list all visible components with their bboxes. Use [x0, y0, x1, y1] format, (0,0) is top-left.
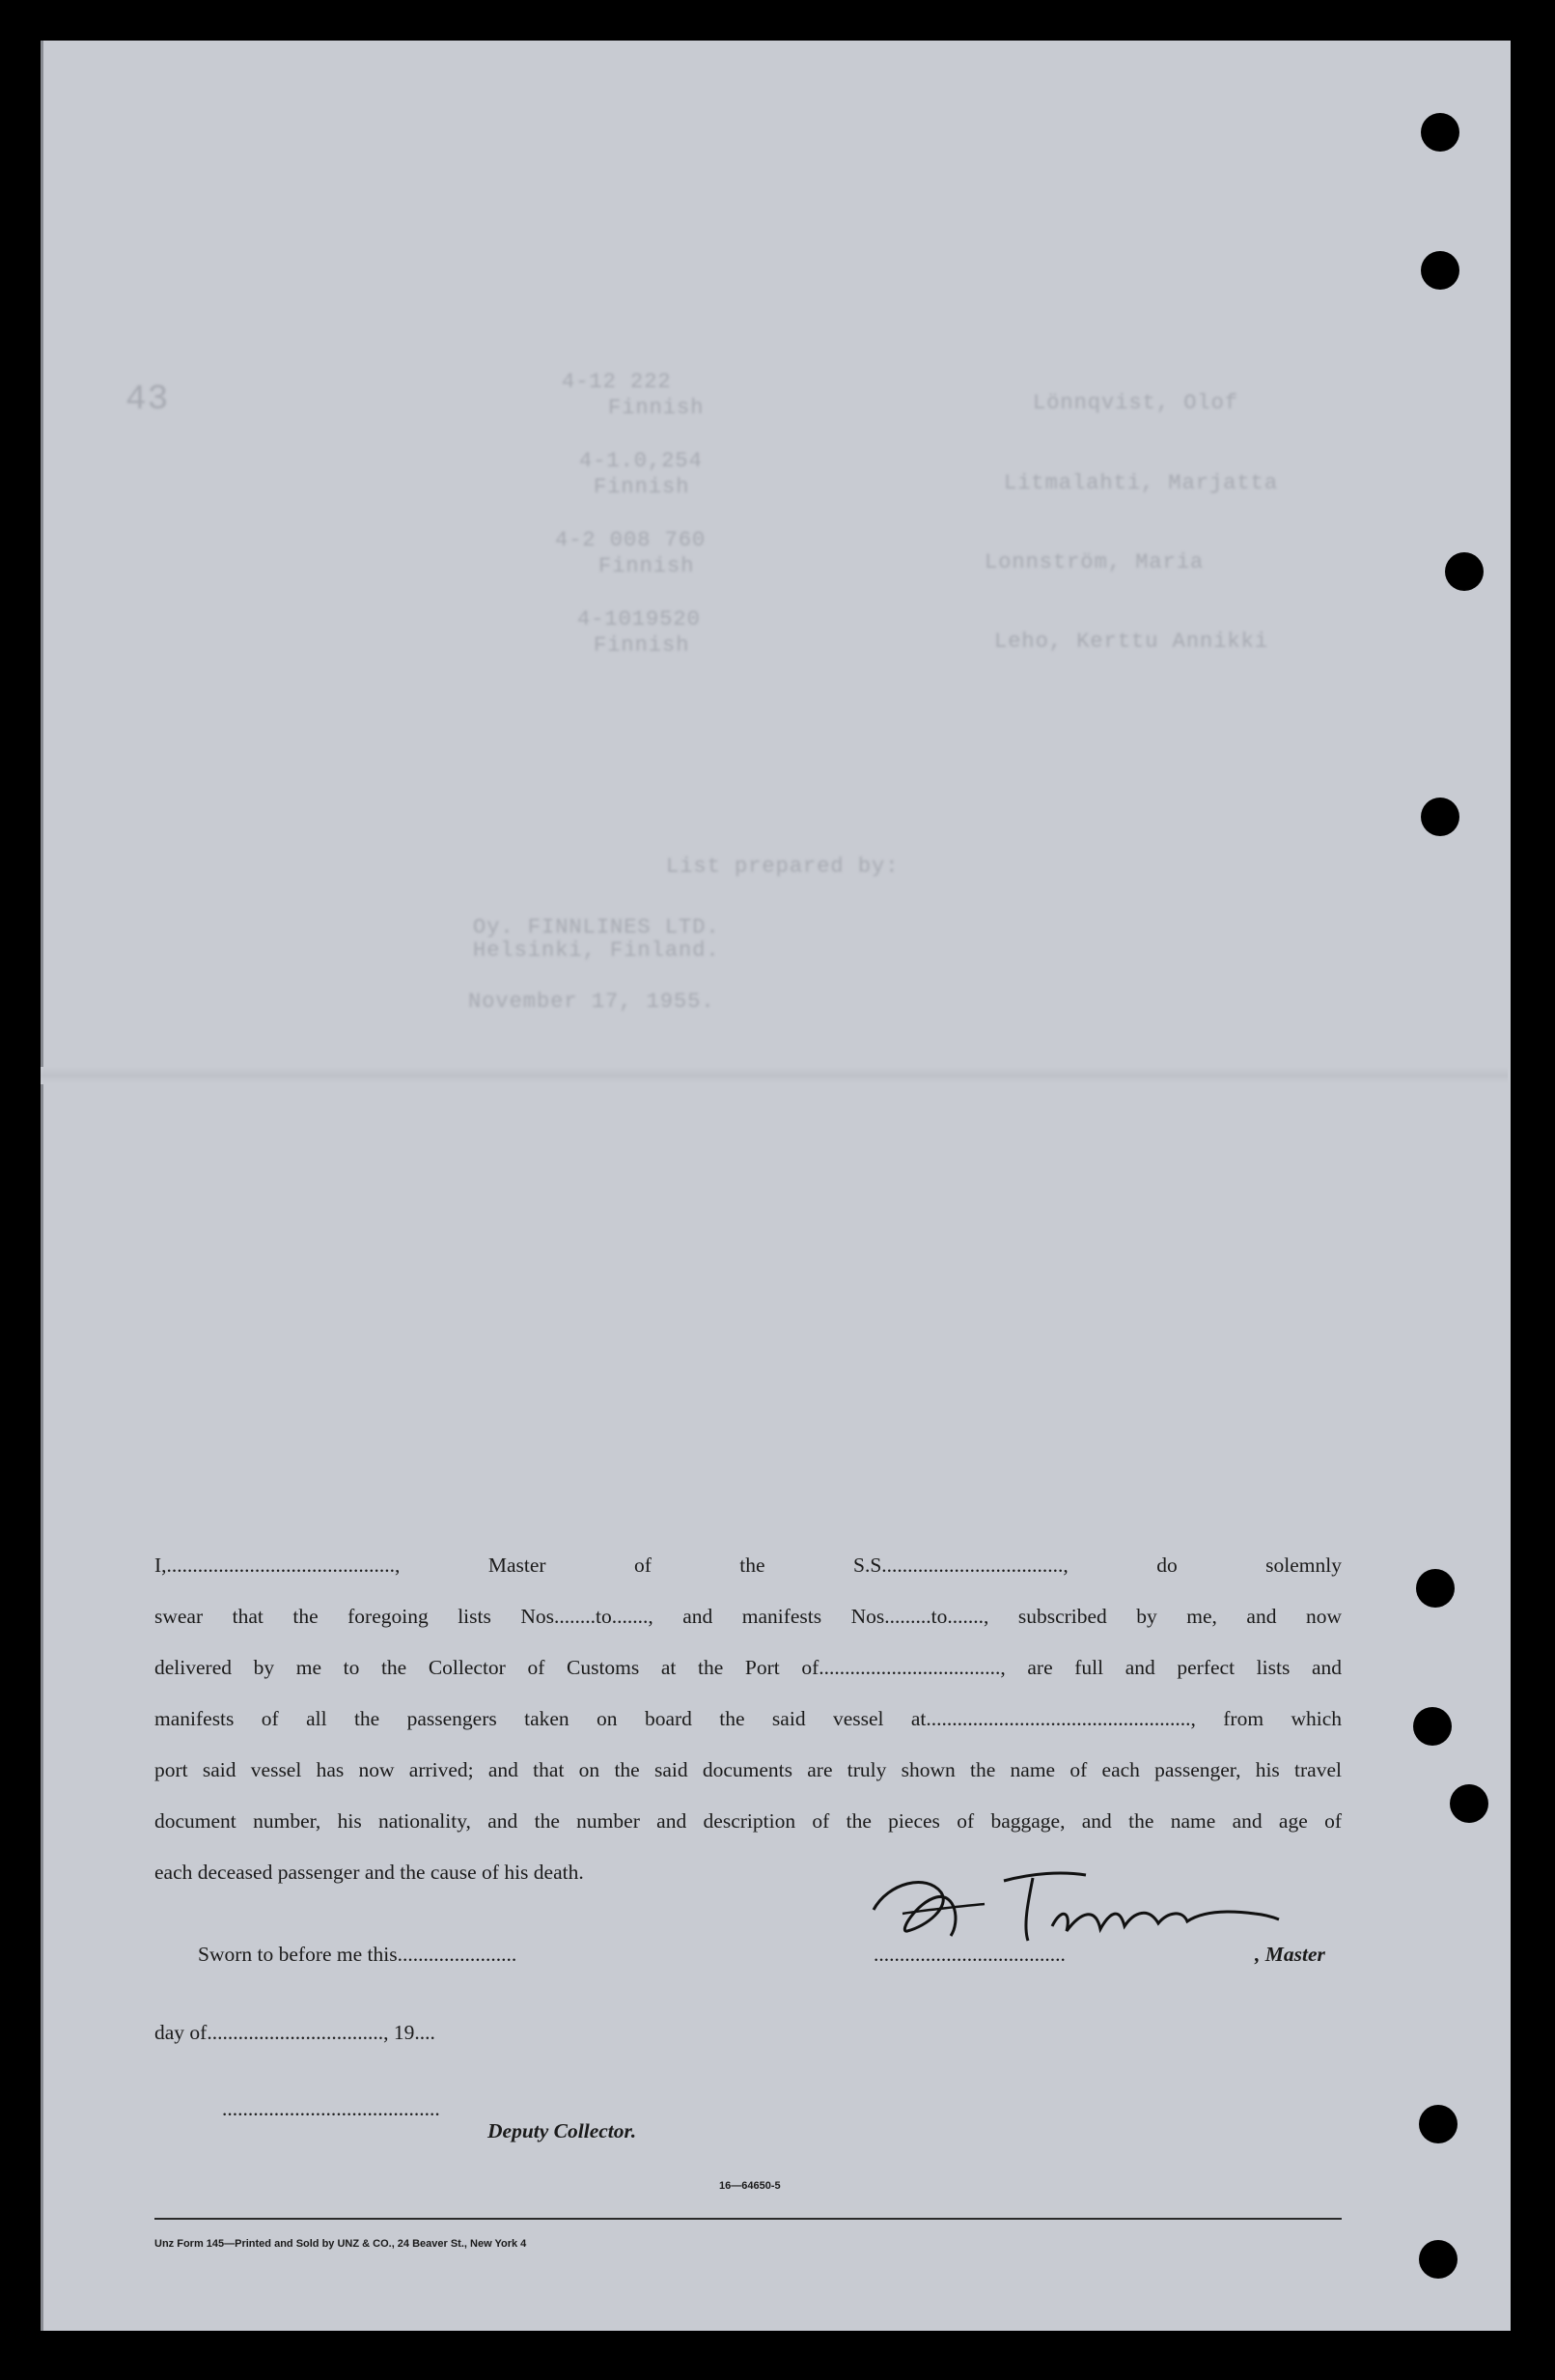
oath-line: swear that the foregoing lists Nos........to......., and manifests Nos.........to......., subscribed by me, and now — [154, 1605, 1342, 1628]
oath-line: I,............................................, Master of the S.S..................................., do solemnly — [154, 1554, 1342, 1577]
oath-statement — [154, 1540, 1342, 1898]
document-page — [41, 41, 1511, 2331]
punch-hole — [1450, 1784, 1488, 1823]
punch-hole — [1421, 798, 1459, 836]
punch-hole — [1413, 1707, 1452, 1746]
punch-hole — [1416, 1569, 1455, 1608]
punch-hole — [1419, 2240, 1458, 2279]
printer-footer: Unz Form 145—Printed and Sold by UNZ & CO., 24 Beaver St., New York 4 — [154, 2238, 527, 2250]
oath-line: manifests of all the passengers taken on board the said vessel at..................................................., from which — [154, 1707, 1342, 1730]
paper-fold — [41, 1067, 1508, 1084]
master-dots: ..................................... — [874, 1943, 1066, 1966]
deputy-collector-label: Deputy Collector. — [487, 2119, 637, 2142]
oath-line: each deceased passenger and the cause of his death. — [154, 1861, 584, 1884]
punch-hole — [1445, 552, 1484, 591]
master-signature — [869, 1854, 1293, 1960]
footer-rule — [154, 2218, 1342, 2220]
oath-line: document number, his nationality, and the number and description of the pieces of baggage, and the name and age of — [154, 1809, 1342, 1833]
collector-dots: .......................................... — [222, 2097, 440, 2120]
punch-hole — [1419, 2105, 1458, 2143]
oath-line: delivered by me to the Collector of Customs at the Port of..................................., are full and perfect lists and — [154, 1656, 1342, 1679]
punch-hole — [1421, 113, 1459, 152]
master-label: , Master — [1255, 1943, 1325, 1966]
form-code: 16—64650-5 — [719, 2180, 781, 2192]
day-line: day of.................................., 19.... — [154, 2021, 435, 2044]
punch-hole — [1421, 251, 1459, 290]
sworn-line: Sworn to before me this....................... — [198, 1943, 517, 1966]
oath-line: port said vessel has now arrived; and that on the said documents are truly shown the name of each passenger, his travel — [154, 1758, 1342, 1781]
list-number: 43 — [125, 379, 170, 419]
